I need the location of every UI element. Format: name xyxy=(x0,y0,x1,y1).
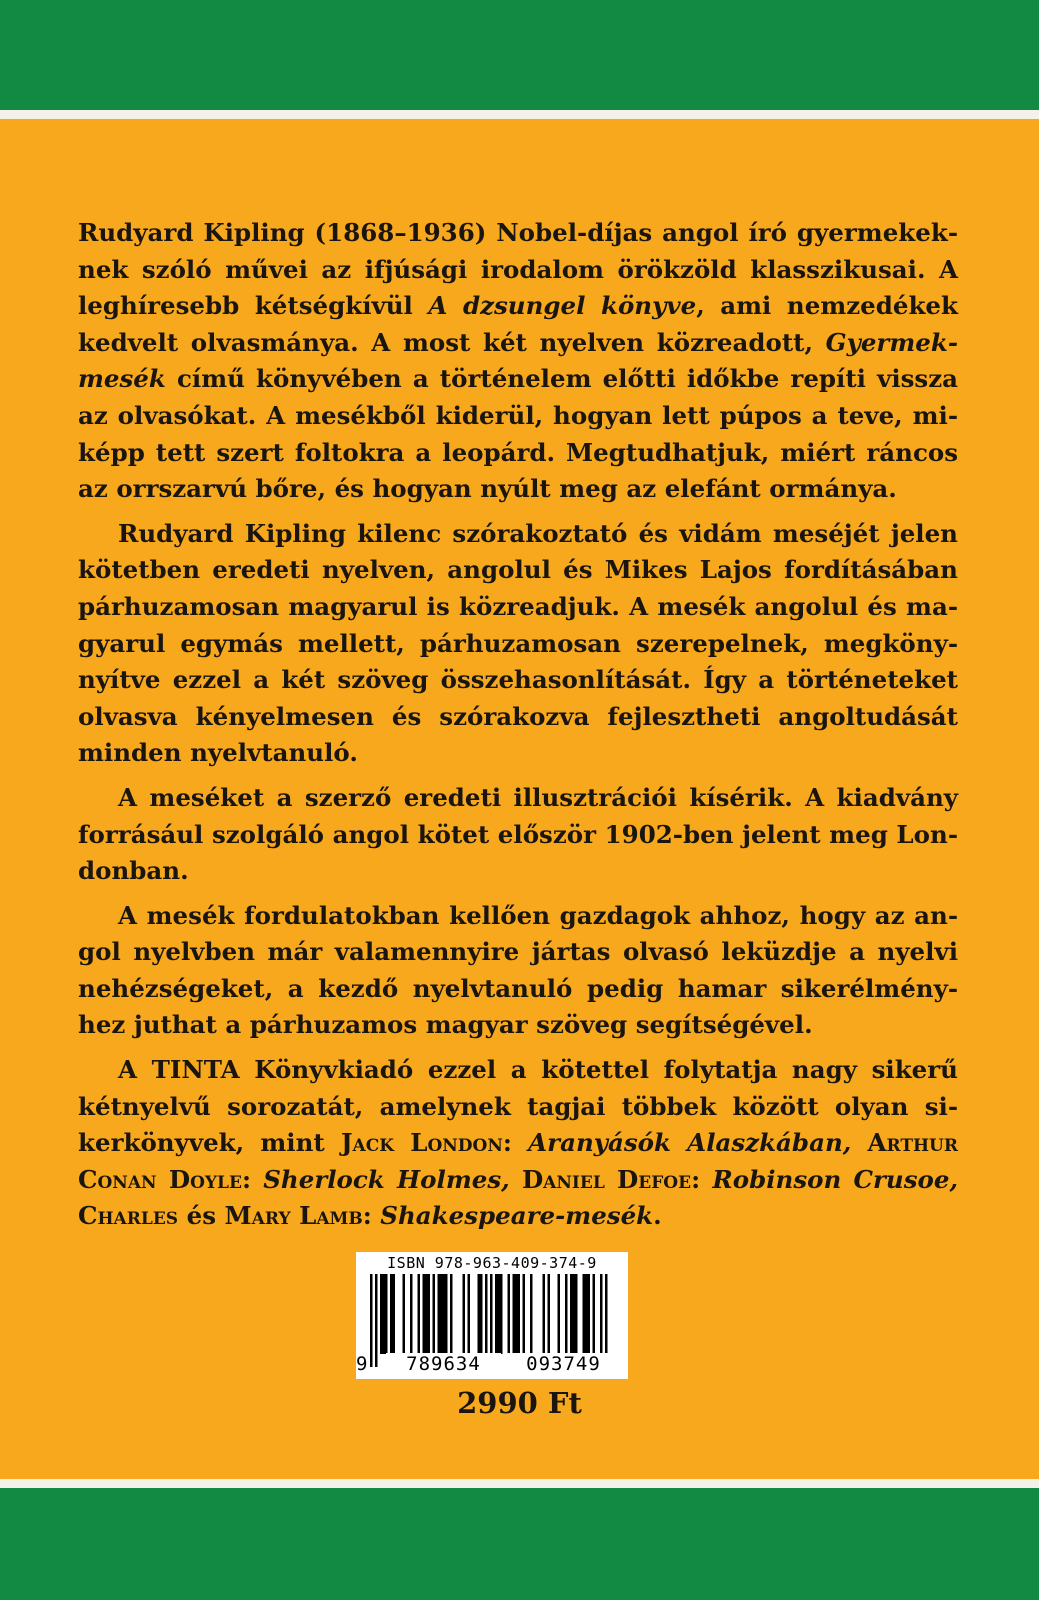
barcode-bar xyxy=(558,1274,561,1354)
barcode-bar xyxy=(383,1274,386,1354)
barcode-bar xyxy=(480,1274,483,1354)
barcode-bar xyxy=(530,1274,533,1354)
author-name: Jack London xyxy=(340,1128,503,1158)
barcode-bar xyxy=(410,1274,413,1354)
barcode-bar xyxy=(433,1274,436,1354)
barcode-bar xyxy=(418,1274,421,1354)
barcode-bar xyxy=(570,1274,573,1354)
series-title: Robinson Crusoe, xyxy=(712,1164,958,1194)
barcode-bar xyxy=(523,1274,526,1354)
isbn-label: ISBN 978-963-409-374-9 xyxy=(387,1254,597,1272)
barcode-bar xyxy=(393,1274,396,1354)
barcode-bar xyxy=(425,1274,428,1354)
book-title-gyermekmesek: Gyermekmesék xyxy=(78,327,958,394)
barcode-bar xyxy=(573,1274,576,1354)
barcode-bar xyxy=(515,1274,518,1354)
top-green-band xyxy=(0,0,1039,110)
ean-first-digit: 9 xyxy=(356,1353,368,1375)
blurb-paragraph-1: Rudyard Kipling (1868–1936) Nobel-díjas angol író gyermekeknek szóló művei az ifjúsági irodalom örökzöld klasszikusai. A leghíresebb kétségkívül A dzsungel könyve, ami nemzedékek kedvelt olvasmánya. A most két nyelven közreadott, Gyermekmesék című könyvében a történelem előtti időkbe repíti vissza az olvasókat. A mesékből kiderül, hogyan lett púpos a teve, miképp tett szert foltokra a leopárd. Megtudhatjuk, miért ráncos az orrszarvú bőre, és hogyan nyúlt meg az elefánt ormánya. xyxy=(78,218,958,504)
series-title: Aranyásók Alaszkában, xyxy=(528,1128,852,1158)
barcode-bar xyxy=(583,1274,586,1354)
barcode-bar xyxy=(403,1274,406,1354)
barcode-bar xyxy=(588,1274,591,1354)
barcode-bar xyxy=(440,1274,443,1354)
ean-left-group: 789634 xyxy=(386,1353,501,1375)
ean-right-group: 093749 xyxy=(506,1353,621,1375)
barcode-bar xyxy=(375,1274,378,1367)
barcode-bar xyxy=(565,1274,568,1354)
barcode-bar xyxy=(445,1274,448,1354)
barcode-bar xyxy=(438,1274,441,1354)
barcode-bar xyxy=(500,1274,503,1354)
author-name: Charles xyxy=(78,1201,179,1231)
author-name: Mary Lamb xyxy=(224,1201,363,1231)
book-title-jungle-book: A dzsungel könyve xyxy=(428,291,697,321)
barcode-bar xyxy=(443,1274,446,1354)
barcode-bar xyxy=(508,1274,511,1354)
series-title: Sherlock Holmes, xyxy=(263,1164,510,1194)
bottom-white-stripe xyxy=(0,1479,1039,1488)
barcode-bar xyxy=(390,1274,393,1354)
author-name: Arthur Conan Doyle xyxy=(78,1128,959,1194)
barcode-bar xyxy=(585,1274,588,1354)
barcode-bar xyxy=(518,1274,521,1354)
barcode-bar xyxy=(463,1274,466,1354)
barcode-bar xyxy=(380,1274,383,1354)
barcode-bar xyxy=(450,1274,453,1354)
blurb-paragraph-3: A meséket a szerző eredeti illusztrációi kísérik. A kiadvány forrásául szolgáló angol kötet először 1902-ben jelent meg Londonban. xyxy=(78,782,958,886)
author-name: Daniel Defoe xyxy=(521,1164,692,1194)
barcode-bar xyxy=(478,1274,481,1354)
barcode-bar xyxy=(370,1274,373,1367)
barcode-bar xyxy=(423,1274,426,1354)
blurb-paragraph-5: A TINTA Könyvkiadó ezzel a kötettel folytatja nagy sikerű kétnyelvű sorozatát, amelynek tagjai többek között olyan sikerkönyvek, mint Jack London: Aranyásók Alaszkában, Arthur Conan Doyle: Sherlock Holmes, Daniel Defoe: Robinson Crusoe, Charles és Mary Lamb: Shakespeare-mesék. xyxy=(78,1055,959,1231)
barcode-bar xyxy=(575,1274,578,1354)
series-title: Shakespeare-mesék xyxy=(380,1201,654,1231)
barcode-bar xyxy=(543,1274,546,1354)
barcode-bar xyxy=(495,1274,498,1354)
blurb-paragraph-4: A mesék fordulatokban kellően gazdagok ahhoz, hogy az angol nyelvben már valamennyire jártas olvasó leküzdje a nyelvi nehézségeket, a kezdő nyelvtanuló pedig hamar sikerélményhez juthat a párhuzamos magyar szöveg segítségével. xyxy=(78,900,958,1040)
blurb-paragraph-2: Rudyard Kipling kilenc szórakoztató és vidám meséjét jelen kötetben eredeti nyelven, angolul és Mikes Lajos fordításában párhuzamosan magyarul is közreadjuk. A mesék angolul és magyarul egymás mellett, párhuzamosan szerepelnek, megkönynyítve ezzel a két szöveg összehasonlítását. Így a történeteket olvasva kényelmesen és szórakozva fejlesztheti angoltudását minden nyelvtanuló. xyxy=(78,518,958,768)
top-white-stripe xyxy=(0,110,1039,119)
bottom-green-band xyxy=(0,1488,1039,1600)
barcode-bar xyxy=(385,1274,388,1354)
back-cover-blurb xyxy=(78,215,958,1243)
barcode-bar xyxy=(498,1274,501,1354)
barcode-bar xyxy=(593,1274,596,1354)
barcode-bar xyxy=(428,1274,431,1354)
barcode-bar xyxy=(548,1274,551,1354)
barcode-bar xyxy=(513,1274,516,1354)
barcode-bar xyxy=(468,1274,471,1354)
isbn-barcode xyxy=(356,1252,628,1379)
price-label: 2990 Ft xyxy=(457,1386,582,1420)
